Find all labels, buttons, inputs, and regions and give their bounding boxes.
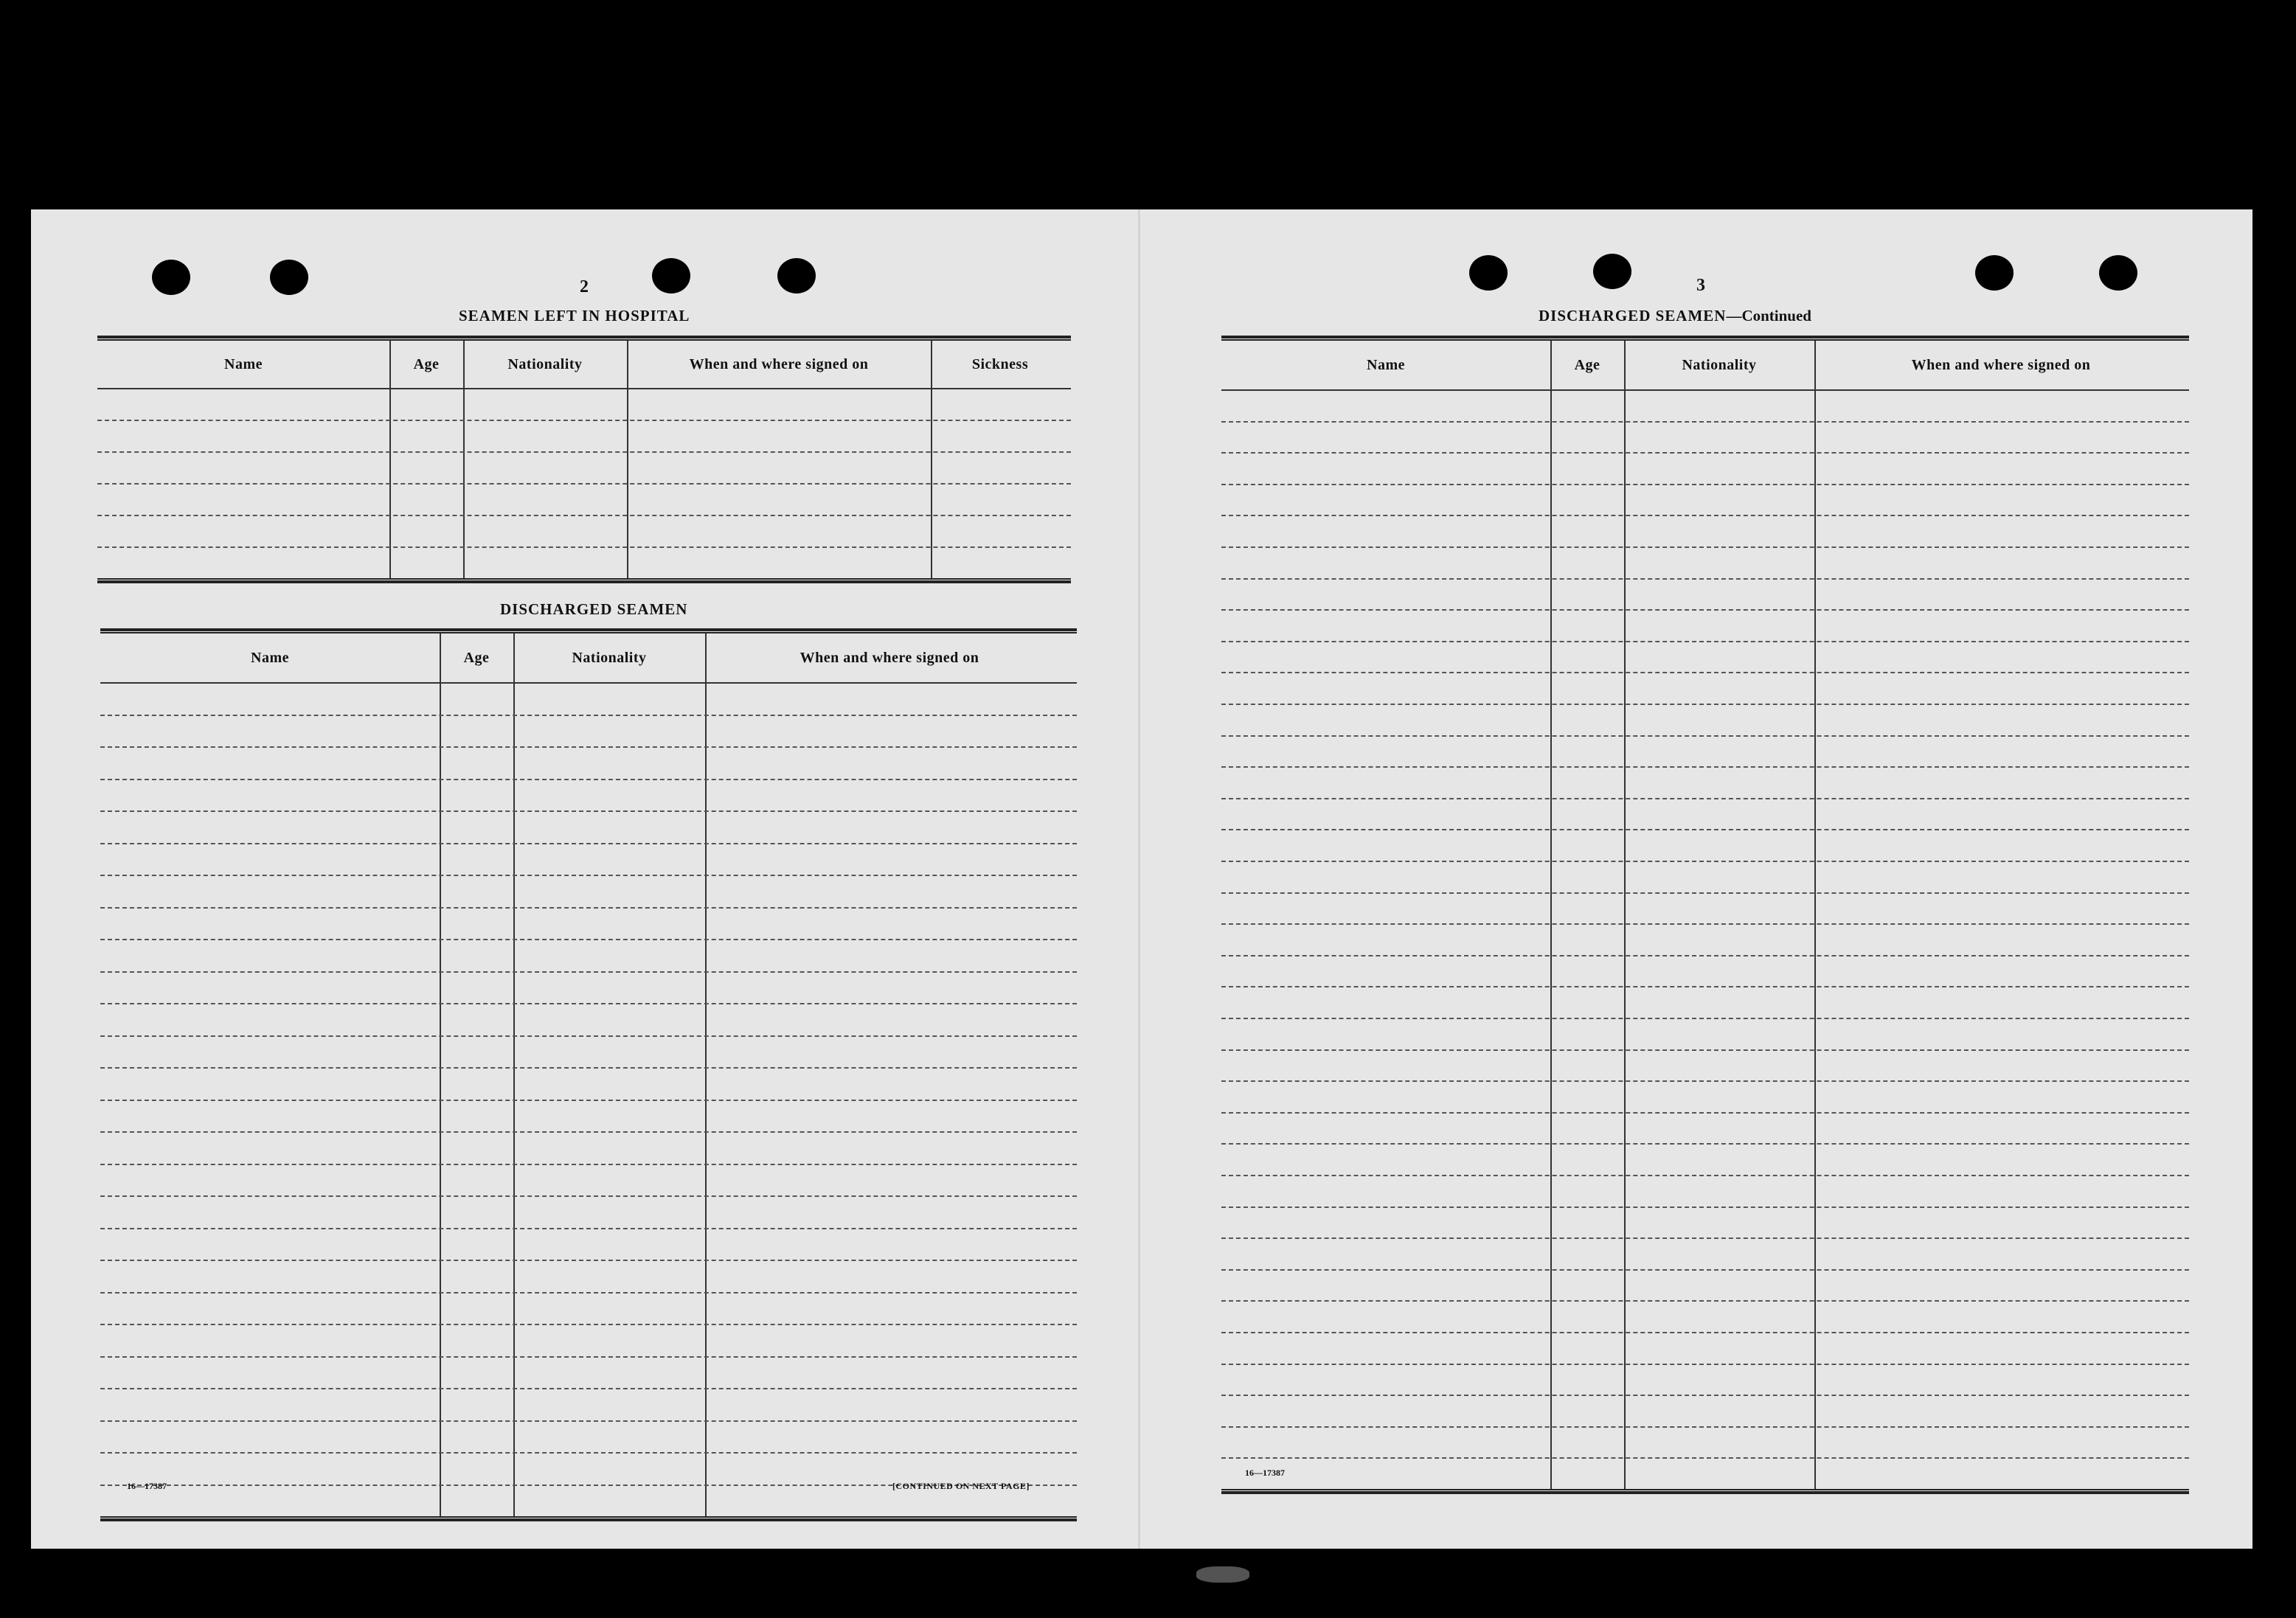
table-bottom-rule: [100, 1516, 1077, 1521]
table-row: [100, 1228, 1077, 1229]
table-row: [100, 1452, 1077, 1454]
table-row: [1221, 955, 2189, 956]
table-row: [1221, 1018, 2189, 1019]
table-bottom-rule: [1221, 1489, 2189, 1494]
table-row: [97, 515, 1071, 516]
table-row: [1221, 735, 2189, 737]
hospital-table: [97, 336, 1071, 583]
table-row: [1221, 515, 2189, 516]
table-row: [1221, 1112, 2189, 1114]
table-row: [1221, 1395, 2189, 1396]
table-row: [1221, 923, 2189, 925]
header-underline: [97, 388, 1071, 389]
table-row: [1221, 986, 2189, 987]
table-row: [100, 1003, 1077, 1004]
punch-hole: [1593, 254, 1631, 289]
table-row: [1221, 892, 2189, 894]
column-header: Nationality: [572, 649, 647, 666]
column-divider: [1814, 341, 1816, 1489]
column-header: When and where signed on: [800, 649, 979, 666]
scan-smudge: [1196, 1566, 1249, 1583]
column-header: Age: [1574, 356, 1600, 373]
table-row: [100, 746, 1077, 748]
punch-hole: [1975, 255, 2014, 291]
table-row: [100, 1324, 1077, 1325]
header-underline: [1221, 389, 2189, 391]
table-row: [100, 1260, 1077, 1261]
section-title-text: DISCHARGED SEAMEN: [1539, 307, 1727, 324]
table-row: [1221, 1269, 2189, 1271]
punch-hole: [152, 260, 190, 295]
table-row: [1221, 421, 2189, 423]
table-row: [100, 939, 1077, 940]
column-header: Nationality: [507, 355, 583, 372]
table-row: [1221, 1364, 2189, 1365]
column-divider: [440, 633, 441, 1516]
table-row: [100, 1356, 1077, 1358]
page-number: 2: [580, 277, 589, 296]
table-row: [100, 1388, 1077, 1389]
table-row: [1221, 1206, 2189, 1208]
discharged-table-right: [1221, 336, 2189, 1494]
punch-hole: [777, 258, 816, 294]
column-header: When and where signed on: [689, 355, 869, 372]
punch-hole: [652, 258, 690, 294]
form-number: 16—17387: [127, 1481, 167, 1491]
table-row: [97, 546, 1071, 548]
section-title-hospital: SEAMEN LEFT IN HOSPITAL: [459, 307, 690, 324]
column-divider: [1624, 341, 1626, 1489]
table-row: [100, 971, 1077, 973]
table-row: [100, 1195, 1077, 1197]
table-row: [100, 907, 1077, 909]
punch-hole: [2099, 255, 2137, 291]
column-header: Name: [224, 355, 263, 372]
table-top-rule: [100, 628, 1077, 633]
column-header: Name: [251, 649, 289, 666]
column-divider: [1550, 341, 1552, 1489]
table-row: [1221, 829, 2189, 830]
table-row: [100, 1420, 1077, 1422]
table-row: [100, 1164, 1077, 1165]
table-row: [1221, 861, 2189, 862]
table-row: [1221, 578, 2189, 580]
table-row: [1221, 1300, 2189, 1302]
table-row: [1221, 1426, 2189, 1428]
table-row: [1221, 1080, 2189, 1082]
punch-hole: [270, 260, 308, 295]
table-row: [100, 1035, 1077, 1037]
table-row: [100, 875, 1077, 876]
column-header: When and where signed on: [1911, 356, 2091, 373]
header-underline: [100, 682, 1077, 684]
table-row: [100, 1100, 1077, 1101]
table-row: [1221, 1237, 2189, 1239]
table-row: [1221, 704, 2189, 705]
table-row: [1221, 672, 2189, 673]
column-header: Nationality: [1682, 356, 1757, 373]
table-row: [100, 1067, 1077, 1069]
table-row: [100, 779, 1077, 780]
table-row: [100, 1292, 1077, 1294]
section-title-discharged: DISCHARGED SEAMEN: [500, 600, 688, 618]
table-top-rule: [1221, 336, 2189, 341]
section-title-discharged-continued: [1539, 307, 1811, 325]
column-divider: [705, 633, 707, 1516]
table-row: [100, 715, 1077, 716]
table-row: [97, 451, 1071, 453]
continued-note: [CONTINUED ON NEXT PAGE]: [892, 1481, 1030, 1491]
punch-hole: [1469, 255, 1508, 291]
table-row: [100, 810, 1077, 812]
table-row: [100, 843, 1077, 844]
table-top-rule: [97, 336, 1071, 341]
table-row: [1221, 1175, 2189, 1176]
column-divider: [513, 633, 515, 1516]
discharged-table-left: [100, 628, 1077, 1521]
table-row: [1221, 766, 2189, 768]
section-title-suffix: —Continued: [1726, 307, 1811, 324]
table-row: [97, 483, 1071, 485]
table-row: [1221, 546, 2189, 548]
table-bottom-rule: [97, 578, 1071, 583]
page-number: 3: [1696, 276, 1705, 295]
table-row: [1221, 1143, 2189, 1145]
center-fold: [1138, 209, 1140, 1549]
table-row: [97, 420, 1071, 421]
column-header: Age: [463, 649, 490, 666]
table-row: [100, 1131, 1077, 1133]
column-header: Sickness: [971, 355, 1029, 372]
table-row: [1221, 1049, 2189, 1051]
form-number: 16—17387: [1245, 1468, 1285, 1478]
column-header: Name: [1367, 356, 1405, 373]
column-header: Age: [413, 355, 440, 372]
table-row: [1221, 641, 2189, 642]
table-row: [1221, 1457, 2189, 1459]
table-row: [1221, 1332, 2189, 1333]
table-row: [1221, 452, 2189, 454]
table-row: [1221, 798, 2189, 799]
table-row: [1221, 484, 2189, 485]
table-row: [1221, 609, 2189, 611]
